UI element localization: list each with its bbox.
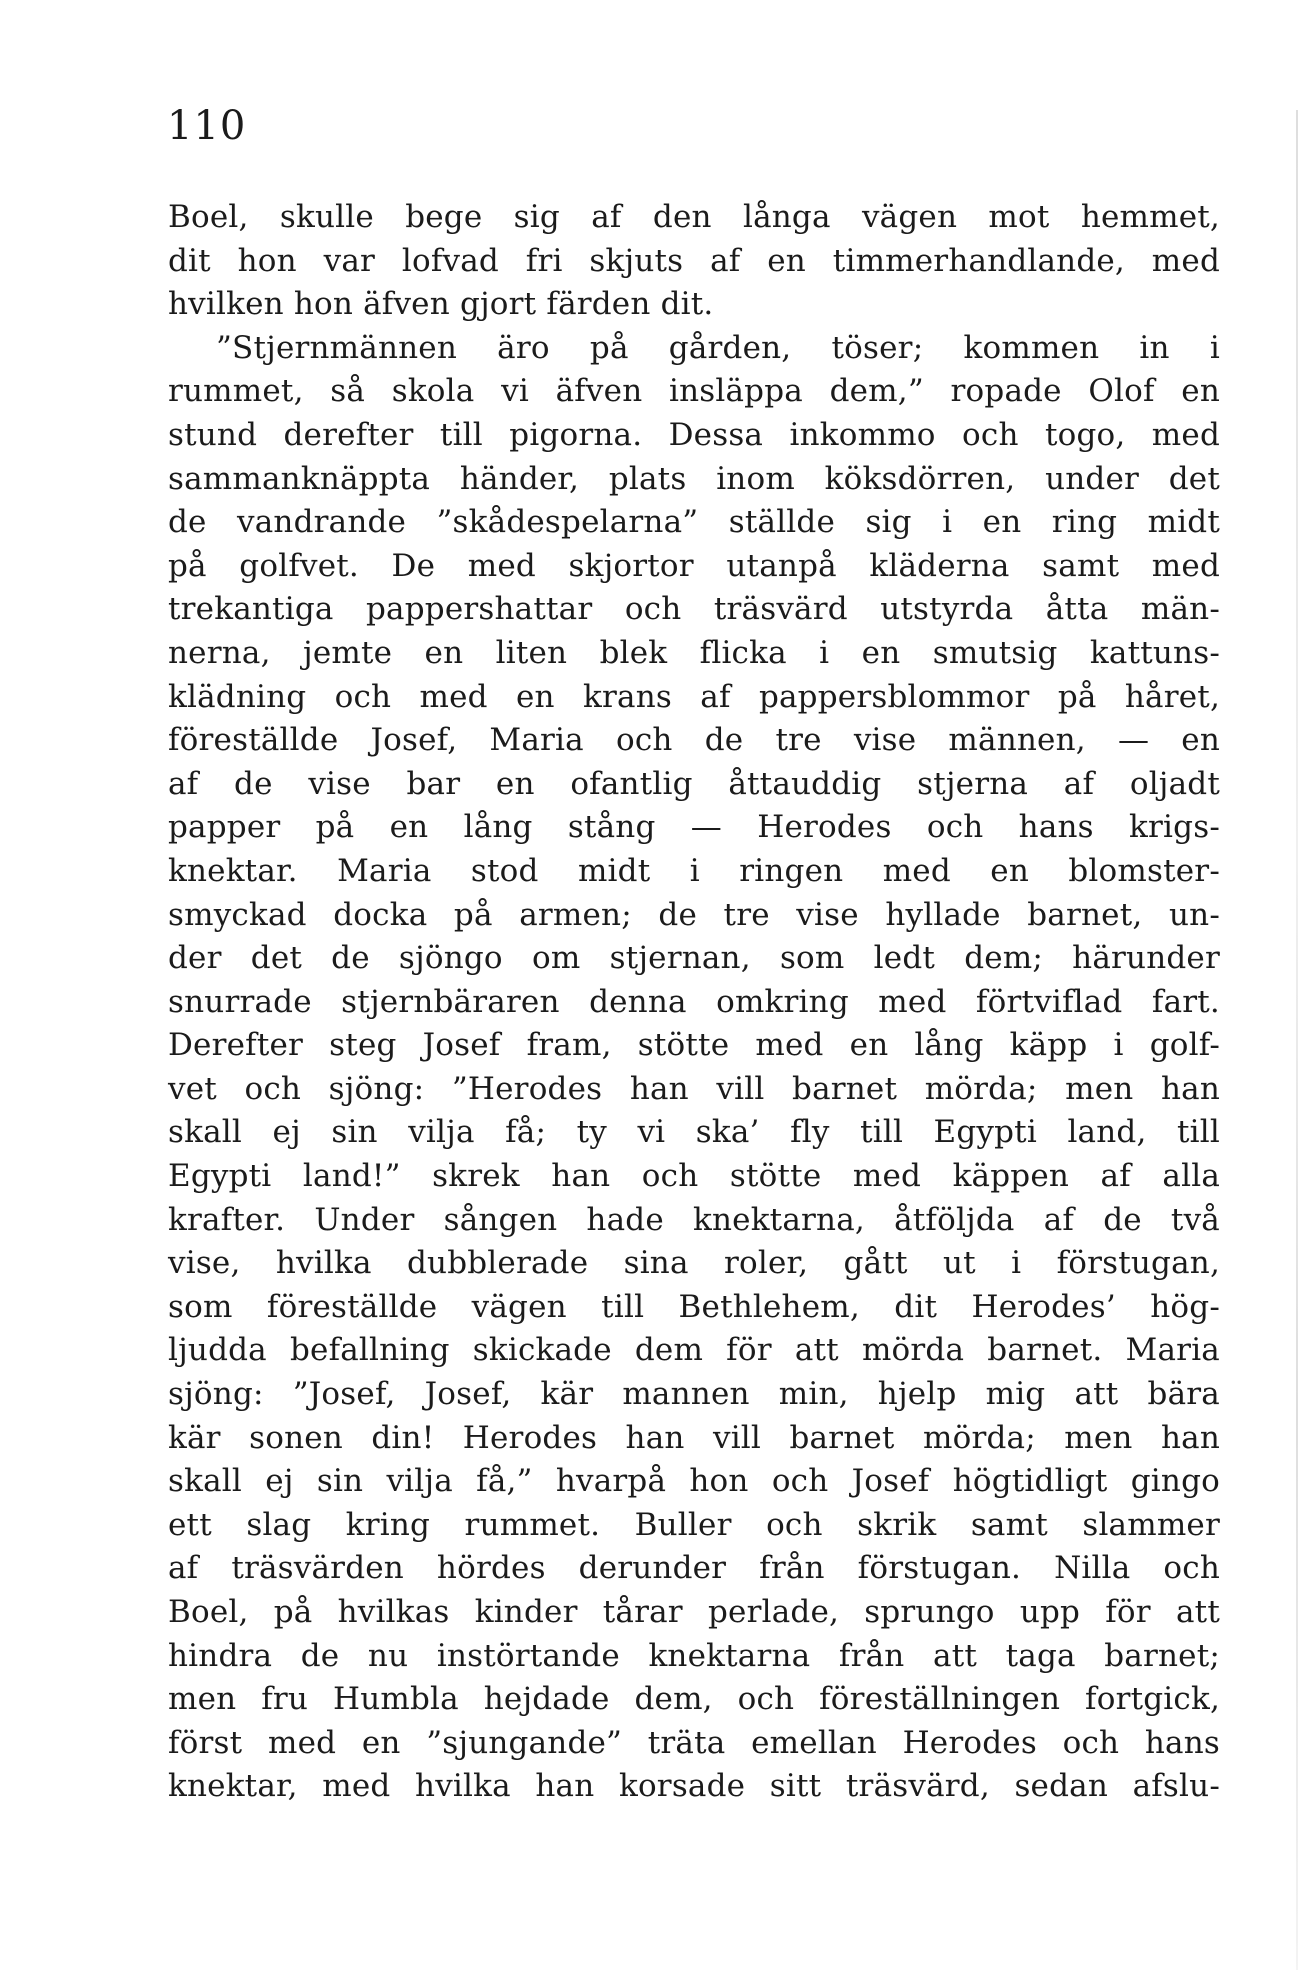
text-line: ”Stjernmännen äro på gården, töser; kommen in i [216,329,1220,366]
text-line: sammanknäppta händer, plats inom köksdörren, under det [168,460,1220,497]
text-line: knektar. Maria stod midt i ringen med en blomster- [168,852,1220,889]
text-line: af träsvärden hördes derunder från förstugan. Nilla och [168,1550,1220,1587]
text-line: Derefter steg Josef fram, stötte med en lång käpp i golf- [168,1027,1220,1064]
text-line: dit hon var lofvad fri skjuts af en timmerhandlande, med [168,242,1220,279]
text-line: som föreställde vägen till Bethlehem, dit Herodes’ hög- [168,1288,1220,1325]
text-line: stund derefter till pigorna. Dessa inkommo och togo, med [168,416,1220,453]
text-line: nerna, jemte en liten blek flicka i en smutsig kattuns- [168,634,1220,671]
text-line: föreställde Josef, Maria och de tre vise männen, — en [168,722,1220,759]
text-line: de vandrande ”skådespelarna” ställde sig i en ring midt [168,504,1220,541]
text-line: hindra de nu instörtande knektarna från att taga barnet; [168,1637,1220,1674]
text-line: hvilken hon äfven gjort färden dit. [168,286,714,323]
text-line: på golfvet. De med skjortor utanpå kläderna samt med [168,547,1220,584]
text-line: Boel, på hvilkas kinder tårar perlade, sprungo upp för att [168,1594,1220,1630]
text-line: vet och sjöng: ”Herodes han vill barnet mörda; men han [168,1070,1220,1107]
page-number: 110 [167,103,247,149]
text-line: kär sonen din! Herodes han vill barnet mörda; men han [168,1419,1220,1456]
text-line: rummet, så skola vi äfven insläppa dem,” ropade Olof en [168,373,1220,410]
text-line: krafter. Under sången hade knektarna, åtföljda af de två [168,1201,1220,1238]
text-line: Egypti land!” skrek han och stötte med käppen af alla [168,1158,1220,1195]
text-line: klädning och med en krans af pappersblommor på håret, [168,678,1220,715]
text-line: trekantiga pappershattar och träsvärd utstyrda åtta män- [168,591,1220,628]
body-text [168,196,1220,1809]
page-edge-shadow [1296,110,1298,1970]
text-line: der det de sjöngo om stjernan, som ledt dem; härunder [168,940,1220,977]
text-line: ljudda befallning skickade dem för att mörda barnet. Maria [168,1332,1220,1369]
text-line: Boel, skulle bege sig af den långa vägen mot hemmet, [168,199,1220,235]
text-line: ett slag kring rummet. Buller och skrik samt slammer [168,1506,1220,1543]
text-line: först med en ”sjungande” träta emellan Herodes och hans [168,1724,1220,1761]
text-line: smyckad docka på armen; de tre vise hyllade barnet, un- [168,896,1220,933]
text-line: sjöng: ”Josef, Josef, kär mannen min, hjelp mig att bära [168,1376,1220,1413]
text-line: af de vise bar en ofantlig åttauddig stjerna af oljadt [168,765,1220,802]
text-line: skall ej sin vilja få; ty vi ska’ fly till Egypti land, till [168,1114,1220,1151]
text-line: vise, hvilka dubblerade sina roler, gått ut i förstugan, [168,1245,1220,1282]
text-line: men fru Humbla hejdade dem, och föreställningen fortgick, [168,1681,1220,1718]
text-line: snurrade stjernbäraren denna omkring med förtviflad fart. [168,983,1220,1020]
text-line: knektar, med hvilka han korsade sitt träsvärd, sedan afslu- [168,1768,1220,1805]
text-line: papper på en lång stång — Herodes och hans krigs- [168,809,1220,846]
text-line: skall ej sin vilja få,” hvarpå hon och Josef högtidligt gingo [168,1463,1220,1500]
